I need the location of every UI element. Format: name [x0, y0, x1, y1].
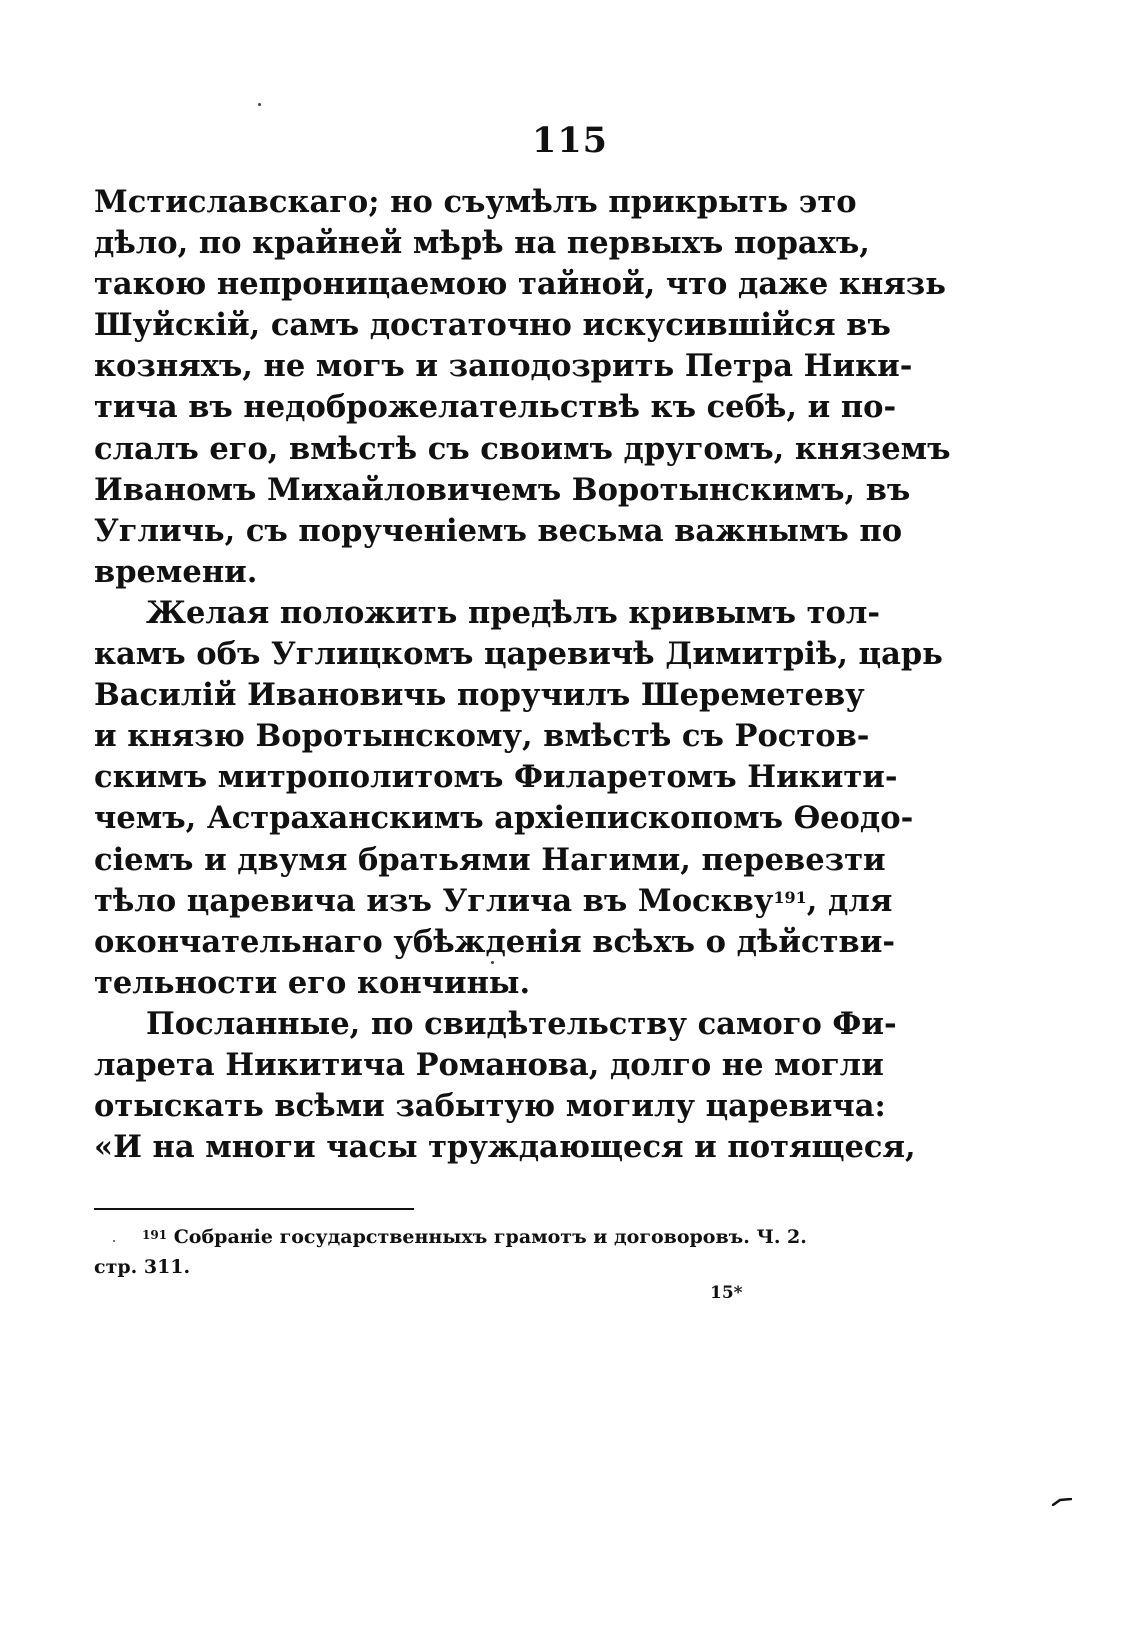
text-line: камъ объ Углицкомъ царевичѣ Димитріѣ, царь: [94, 636, 943, 673]
text-line: тельности его кончины.: [94, 964, 531, 1001]
paragraph-1: [94, 182, 951, 593]
text-fragment: тѣло царевича изъ Углича въ Москву: [94, 882, 774, 919]
footnote-text: Собраніе государственныхъ грамотъ и договоровъ. Ч. 2.: [173, 1226, 807, 1248]
page-number: 115: [531, 120, 609, 161]
text-line: Желая положить предѣлъ кривымъ тол-: [146, 594, 880, 631]
scan-speck: [258, 103, 261, 106]
text-line: чемъ, Астраханскимъ архіепископомъ Ѳеодо-: [94, 800, 914, 837]
footnote-line: [94, 1222, 807, 1252]
text-line: Мстиславскаго; но съумѣлъ прикрыть это: [94, 184, 857, 220]
text-line: козняхъ, не могъ и заподозрить Петра Ники-: [94, 348, 913, 385]
footnote-number: 191: [142, 1228, 168, 1242]
text-line: Иваномъ Михайловичемъ Воротынскимъ, въ: [94, 471, 911, 508]
text-line-with-footnote: [94, 881, 893, 922]
scan-speck: [113, 1240, 115, 1242]
text-line: Василій Ивановичь поручилъ Шереметеву: [94, 677, 865, 714]
text-line: Угличь, съ порученіемъ весьма важнымъ по: [94, 512, 903, 549]
footnote: [94, 1222, 807, 1282]
paragraph-2: [94, 593, 943, 1004]
text-line: такою непроницаемою тайной, что даже князь: [94, 266, 946, 303]
text-line: и князю Воротынскому, вмѣстѣ съ Ростов-: [94, 718, 870, 755]
printer-signature-mark: 15*: [710, 1283, 743, 1303]
text-line: сіемъ и двумя братьями Нагими, перевезти: [94, 841, 886, 878]
footnote-line: стр. 311.: [94, 1256, 191, 1278]
text-line: ларета Никитича Романова, долго не могли: [94, 1046, 884, 1083]
text-line: скимъ митрополитомъ Филаретомъ Никити-: [94, 759, 898, 796]
scan-speck: [491, 961, 494, 964]
text-line: окончательнаго убѣжденія всѣхъ о дѣйстви-: [94, 923, 895, 960]
text-line: Посланные, по свидѣтельству самого Фи-: [146, 1005, 897, 1042]
text-line: слалъ его, вмѣстѣ съ своимъ другомъ, княземъ: [94, 430, 951, 467]
text-line: отыскать всѣми забытую могилу царевича:: [94, 1088, 886, 1125]
footnote-reference: 191: [773, 887, 807, 907]
text-line: «И на многи часы труждающеся и потящеся,: [94, 1129, 916, 1166]
text-line: дѣло, по крайней мѣрѣ на первыхъ порахъ,: [94, 225, 870, 262]
stray-ink-mark: [1052, 1498, 1072, 1506]
paragraph-3: [94, 1004, 916, 1168]
footnote-divider: [94, 1208, 414, 1210]
text-line: тича въ недоброжелательствѣ къ себѣ, и по-: [94, 389, 897, 426]
main-text: [94, 182, 951, 1168]
text-fragment: , для: [806, 882, 893, 919]
text-line: Шуйскій, самъ достаточно искусившійся въ: [94, 307, 891, 344]
text-line: времени.: [94, 553, 258, 590]
